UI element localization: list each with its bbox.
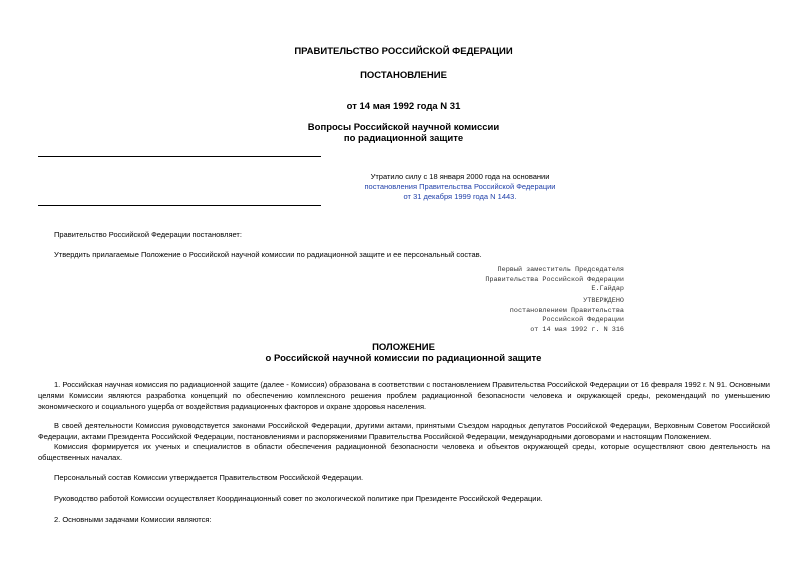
decree-title-line1: Вопросы Российской научной комиссии xyxy=(307,122,500,133)
void-notice-line1: Утратило силу с 18 января 2000 года на основании xyxy=(370,172,550,181)
regulation-paragraph-6: 2. Основными задачами Комиссии являются: xyxy=(54,515,212,524)
void-notice-link-line2[interactable]: от 31 декабря 1999 года N 1443. xyxy=(403,192,517,201)
intro-paragraph-1: Правительство Российской Федерации постановляет: xyxy=(54,230,242,239)
approval-block: УТВЕРЖДЕНО постановлением Правительства Российской Федерации от 14 мая 1992 г. N 316 xyxy=(509,297,624,334)
decree-date-number: от 14 мая 1992 года N 31 xyxy=(346,101,461,112)
regulation-paragraph-4: Персональный состав Комиссии утверждается Правительством Российской Федерации. xyxy=(54,473,364,482)
regulation-title: ПОЛОЖЕНИЕ xyxy=(372,342,435,353)
regulation-paragraph-5: Руководство работой Комиссии осуществляет Координационный совет по экологической политике при Президенте Российской Федерации. xyxy=(54,494,543,503)
decree-heading: ПОСТАНОВЛЕНИЕ xyxy=(360,70,447,81)
divider-bottom xyxy=(38,205,321,206)
divider-top xyxy=(38,156,321,157)
signature-block: Первый заместитель Председателя Правительства Российской Федерации Е.Гайдар xyxy=(485,266,624,293)
intro-paragraph-2: Утвердить прилагаемые Положение о Российской научной комиссии по радиационной защите и ее персональный состав. xyxy=(54,250,482,259)
regulation-paragraph-1: 1. Российская научная комиссия по радиационной защите (далее - Комиссия) образована в соответствии с постановлением Правительства Российской Федерации от 16 февраля 1992 г. N 91. Основными целями Комиссии являются разработка концепций по обеспечению комплексного решения проблем радиационной безопасности человека и окружающей среды, рекомендаций по уменьшению экономического и социального ущерба от воздействия радиационных факторов и охране здоровья населения. xyxy=(38,380,770,411)
regulation-paragraph-3: Комиссия формируется их ученых и специалистов в области обеспечения радиационной безопасности человека и объектов окружающей среды, которые осуществляют свою деятельность на общественных началах. xyxy=(38,442,770,462)
decree-title-line2: по радиационной защите xyxy=(343,133,464,144)
government-heading: ПРАВИТЕЛЬСТВО РОССИЙСКОЙ ФЕДЕРАЦИИ xyxy=(294,46,513,57)
void-notice-link-line1[interactable]: постановления Правительства Российской Федерации xyxy=(364,182,556,191)
regulation-paragraph-2: В своей деятельности Комиссия руководствуется законами Российской Федерации, другими актами, принятыми Съездом народных депутатов Российской Федерации, Верховным Советом Российской Федерации, актами Президента Российской Федерации, постановлениями и распоряжениями Правительства Российской Федерации, международными договорами и настоящим Положением. xyxy=(38,421,770,441)
regulation-subtitle: о Российской научной комиссии по радиационной защите xyxy=(265,353,542,364)
